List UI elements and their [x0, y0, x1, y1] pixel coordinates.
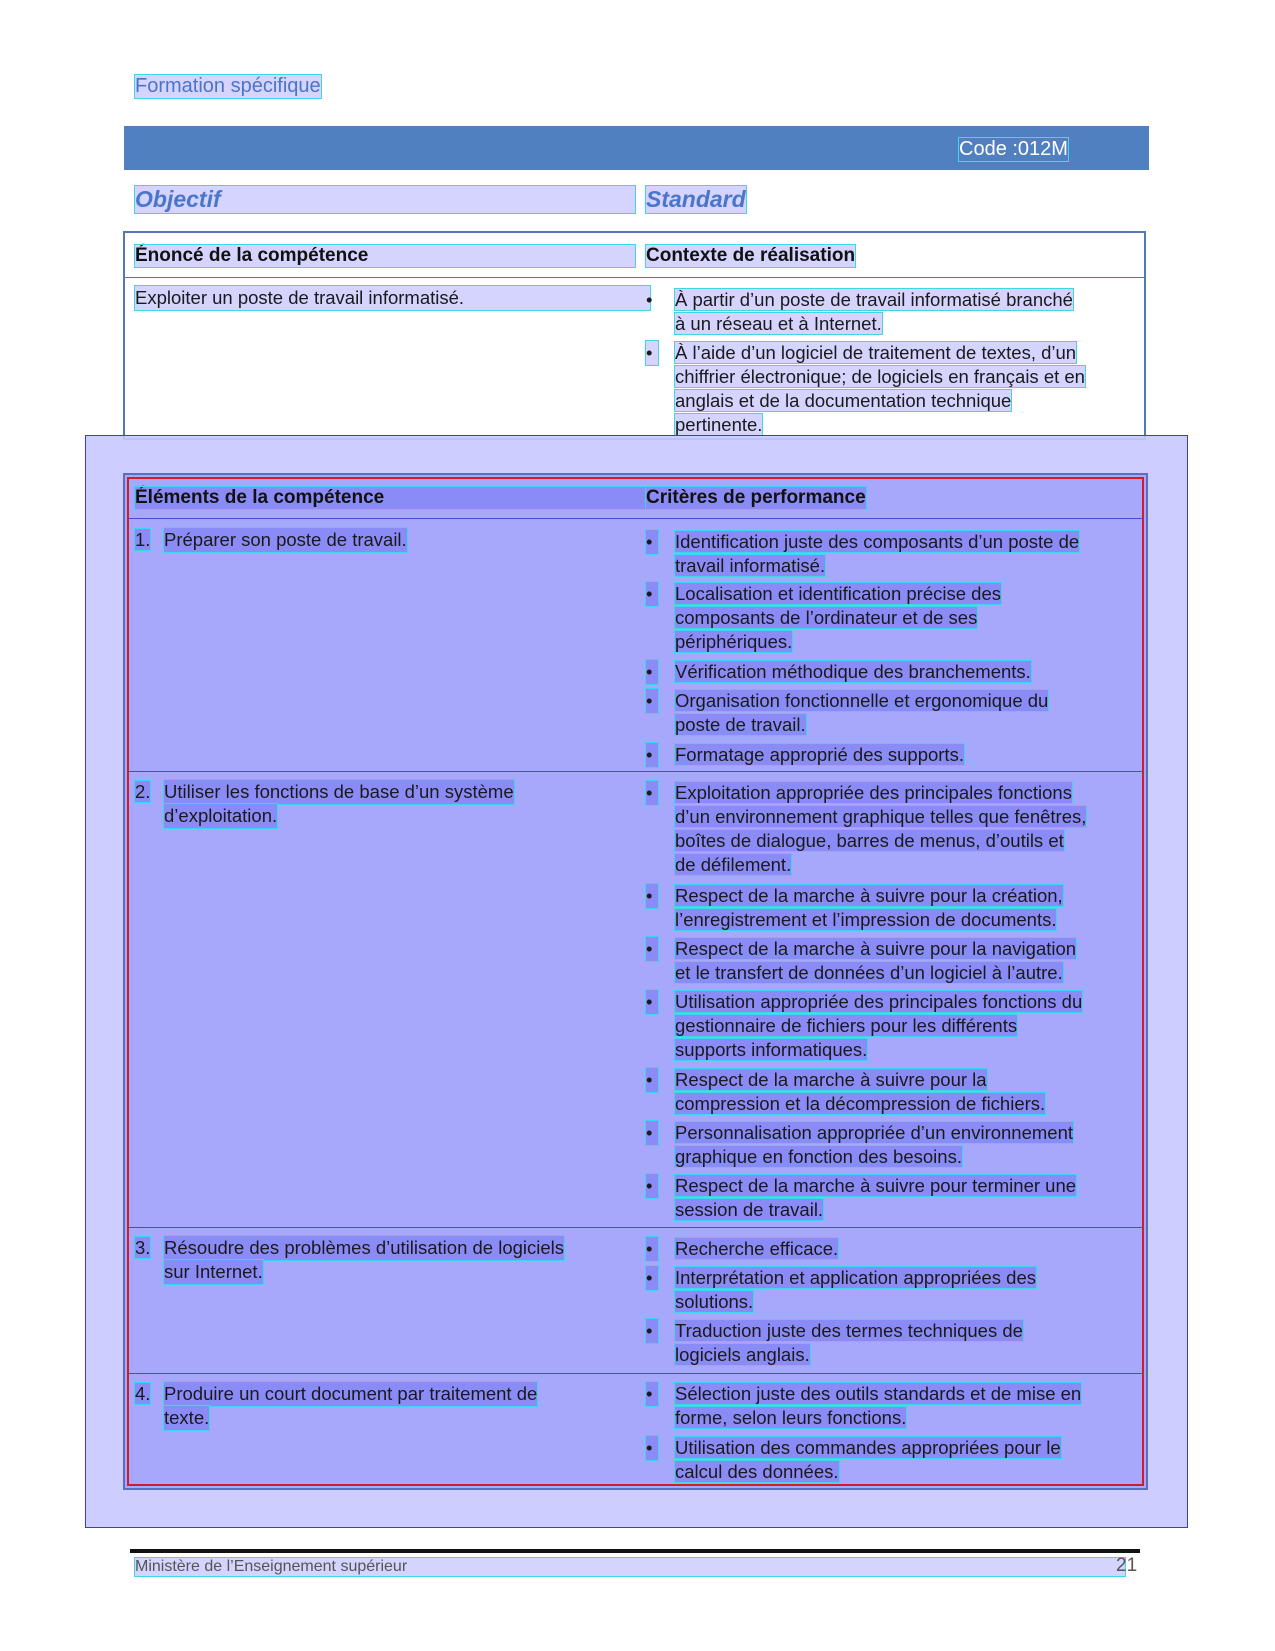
criterion-line: forme, selon leurs fonctions. — [675, 1407, 907, 1428]
criterion-line: Formatage approprié des supports. — [675, 744, 964, 765]
standard-heading: Standard — [646, 186, 746, 212]
context-line: à un réseau et à Internet. — [675, 313, 882, 334]
criterion-line: Vérification méthodique des branchements. — [675, 661, 1031, 682]
criterion-line: travail informatisé. — [675, 555, 826, 576]
element-label: Préparer son poste de travail. — [164, 529, 407, 550]
objectif-heading: Objectif — [135, 186, 635, 213]
element-number: 3. — [135, 1237, 151, 1258]
criterion-line: calcul des données. — [675, 1461, 839, 1482]
criterion-line: Exploitation appropriée des principales fonctions — [675, 782, 1072, 803]
criterion-line: de défilement. — [675, 854, 792, 875]
element-label: Résoudre des problèmes d’utilisation de logiciels — [164, 1237, 565, 1258]
criteria-header: Critères de performance — [646, 487, 866, 508]
criterion-line: périphériques. — [675, 631, 793, 652]
row-divider — [129, 1373, 1144, 1374]
bullet-icon: • — [646, 990, 658, 1014]
criterion-line: Traduction juste des termes techniques de — [675, 1320, 1023, 1341]
bullet-icon: • — [646, 781, 658, 805]
bullet-icon: • — [646, 1382, 658, 1406]
element-label: Produire un court document par traitement de — [164, 1383, 538, 1404]
criterion-line: Utilisation appropriée des principales fonctions du — [675, 991, 1083, 1012]
bullet-icon: • — [646, 937, 658, 961]
footer-divider — [130, 1549, 1140, 1553]
criterion-line: Utilisation des commandes appropriées pour le — [675, 1437, 1061, 1458]
criterion-line: Identification juste des composants d’un poste de — [675, 531, 1080, 552]
criterion-line: Organisation fonctionnelle et ergonomique du — [675, 690, 1049, 711]
element-number: 1. — [135, 529, 151, 550]
criterion-line: compression et la décompression de fichiers. — [675, 1093, 1046, 1114]
bullet-icon: • — [646, 1068, 658, 1092]
bullet-icon: • — [646, 582, 658, 606]
bullet-icon: • — [646, 660, 658, 684]
criterion-line: solutions. — [675, 1291, 754, 1312]
bullet-icon: • — [646, 530, 658, 554]
criterion-line: Sélection juste des outils standards et de mise en — [675, 1383, 1082, 1404]
criterion-line: Personnalisation appropriée d’un environnement — [675, 1122, 1074, 1143]
element-number: 4. — [135, 1383, 151, 1404]
context-line: pertinente. — [675, 414, 763, 435]
bullet-icon: • — [646, 689, 658, 713]
competence-element — [135, 528, 650, 552]
criterion-line: et le transfert de données d’un logiciel à l’autre. — [675, 962, 1063, 983]
competence-element — [135, 780, 650, 826]
criterion-line: session de travail. — [675, 1199, 824, 1220]
bullet-icon: • — [646, 341, 658, 365]
element-label: texte. — [164, 1407, 210, 1428]
criterion-line: boîtes de dialogue, barres de menus, d’outils et — [675, 830, 1064, 851]
competence-element — [135, 1382, 650, 1428]
criterion-line: Respect de la marche à suivre pour la — [675, 1069, 987, 1090]
competence-statement: Exploiter un poste de travail informatisé. — [135, 286, 650, 310]
criterion-line: logiciels anglais. — [675, 1344, 810, 1365]
bullet-icon: • — [646, 1237, 658, 1261]
criterion-line: graphique en fonction des besoins. — [675, 1146, 962, 1167]
criterion-line: Recherche efficace. — [675, 1238, 839, 1259]
bullet-icon: • — [646, 1174, 658, 1198]
bullet-icon: • — [646, 1266, 658, 1290]
criterion-line: Respect de la marche à suivre pour la création, — [675, 885, 1063, 906]
criterion-line: poste de travail. — [675, 714, 806, 735]
page-number: 21 — [1116, 1555, 1138, 1576]
context-line: À l’aide d’un logiciel de traitement de textes, d’un — [675, 342, 1077, 363]
criterion-line: d’un environnement graphique telles que fenêtres, — [675, 806, 1087, 827]
footer-ministry: Ministère de l’Enseignement supérieur — [135, 1558, 1125, 1576]
statement-header: Énoncé de la compétence — [135, 245, 635, 267]
element-label: d’exploitation. — [164, 805, 278, 826]
criterion-line: composants de l’ordinateur et de ses — [675, 607, 978, 628]
context-line: anglais et de la documentation technique — [675, 390, 1012, 411]
elements-header: Éléments de la compétence — [135, 487, 645, 509]
bullet-icon: • — [646, 289, 653, 310]
competence-element — [135, 1236, 650, 1282]
criterion-line: Respect de la marche à suivre pour terminer une — [675, 1175, 1077, 1196]
bullet-icon: • — [646, 884, 658, 908]
criterion-line: gestionnaire de fichiers pour les différents — [675, 1015, 1018, 1036]
bullet-icon: • — [646, 743, 658, 767]
row-divider — [129, 771, 1144, 772]
element-label: sur Internet. — [164, 1261, 263, 1282]
bullet-icon: • — [646, 1121, 658, 1145]
criterion-line: Localisation et identification précise des — [675, 583, 1001, 604]
element-number: 2. — [135, 781, 151, 802]
element-label: Utiliser les fonctions de base d’un système — [164, 781, 514, 802]
row-divider — [129, 518, 1144, 519]
criterion-line: Respect de la marche à suivre pour la navigation — [675, 938, 1077, 959]
section-title: Formation spécifique — [135, 75, 321, 97]
criterion-line: Interprétation et application appropriées des — [675, 1267, 1036, 1288]
context-line: chiffrier électronique; de logiciels en français et en — [675, 366, 1085, 387]
row-divider — [129, 1227, 1144, 1228]
code-label: Code :012M — [959, 138, 1068, 160]
context-header: Contexte de réalisation — [646, 245, 856, 266]
criterion-line: l’enregistrement et l’impression de documents. — [675, 909, 1057, 930]
criterion-line: supports informatiques. — [675, 1039, 868, 1060]
bullet-icon: • — [646, 1319, 658, 1343]
context-line: À partir d’un poste de travail informatisé branché — [675, 289, 1073, 310]
table-header-divider — [125, 277, 1144, 278]
bullet-icon: • — [646, 1436, 658, 1460]
